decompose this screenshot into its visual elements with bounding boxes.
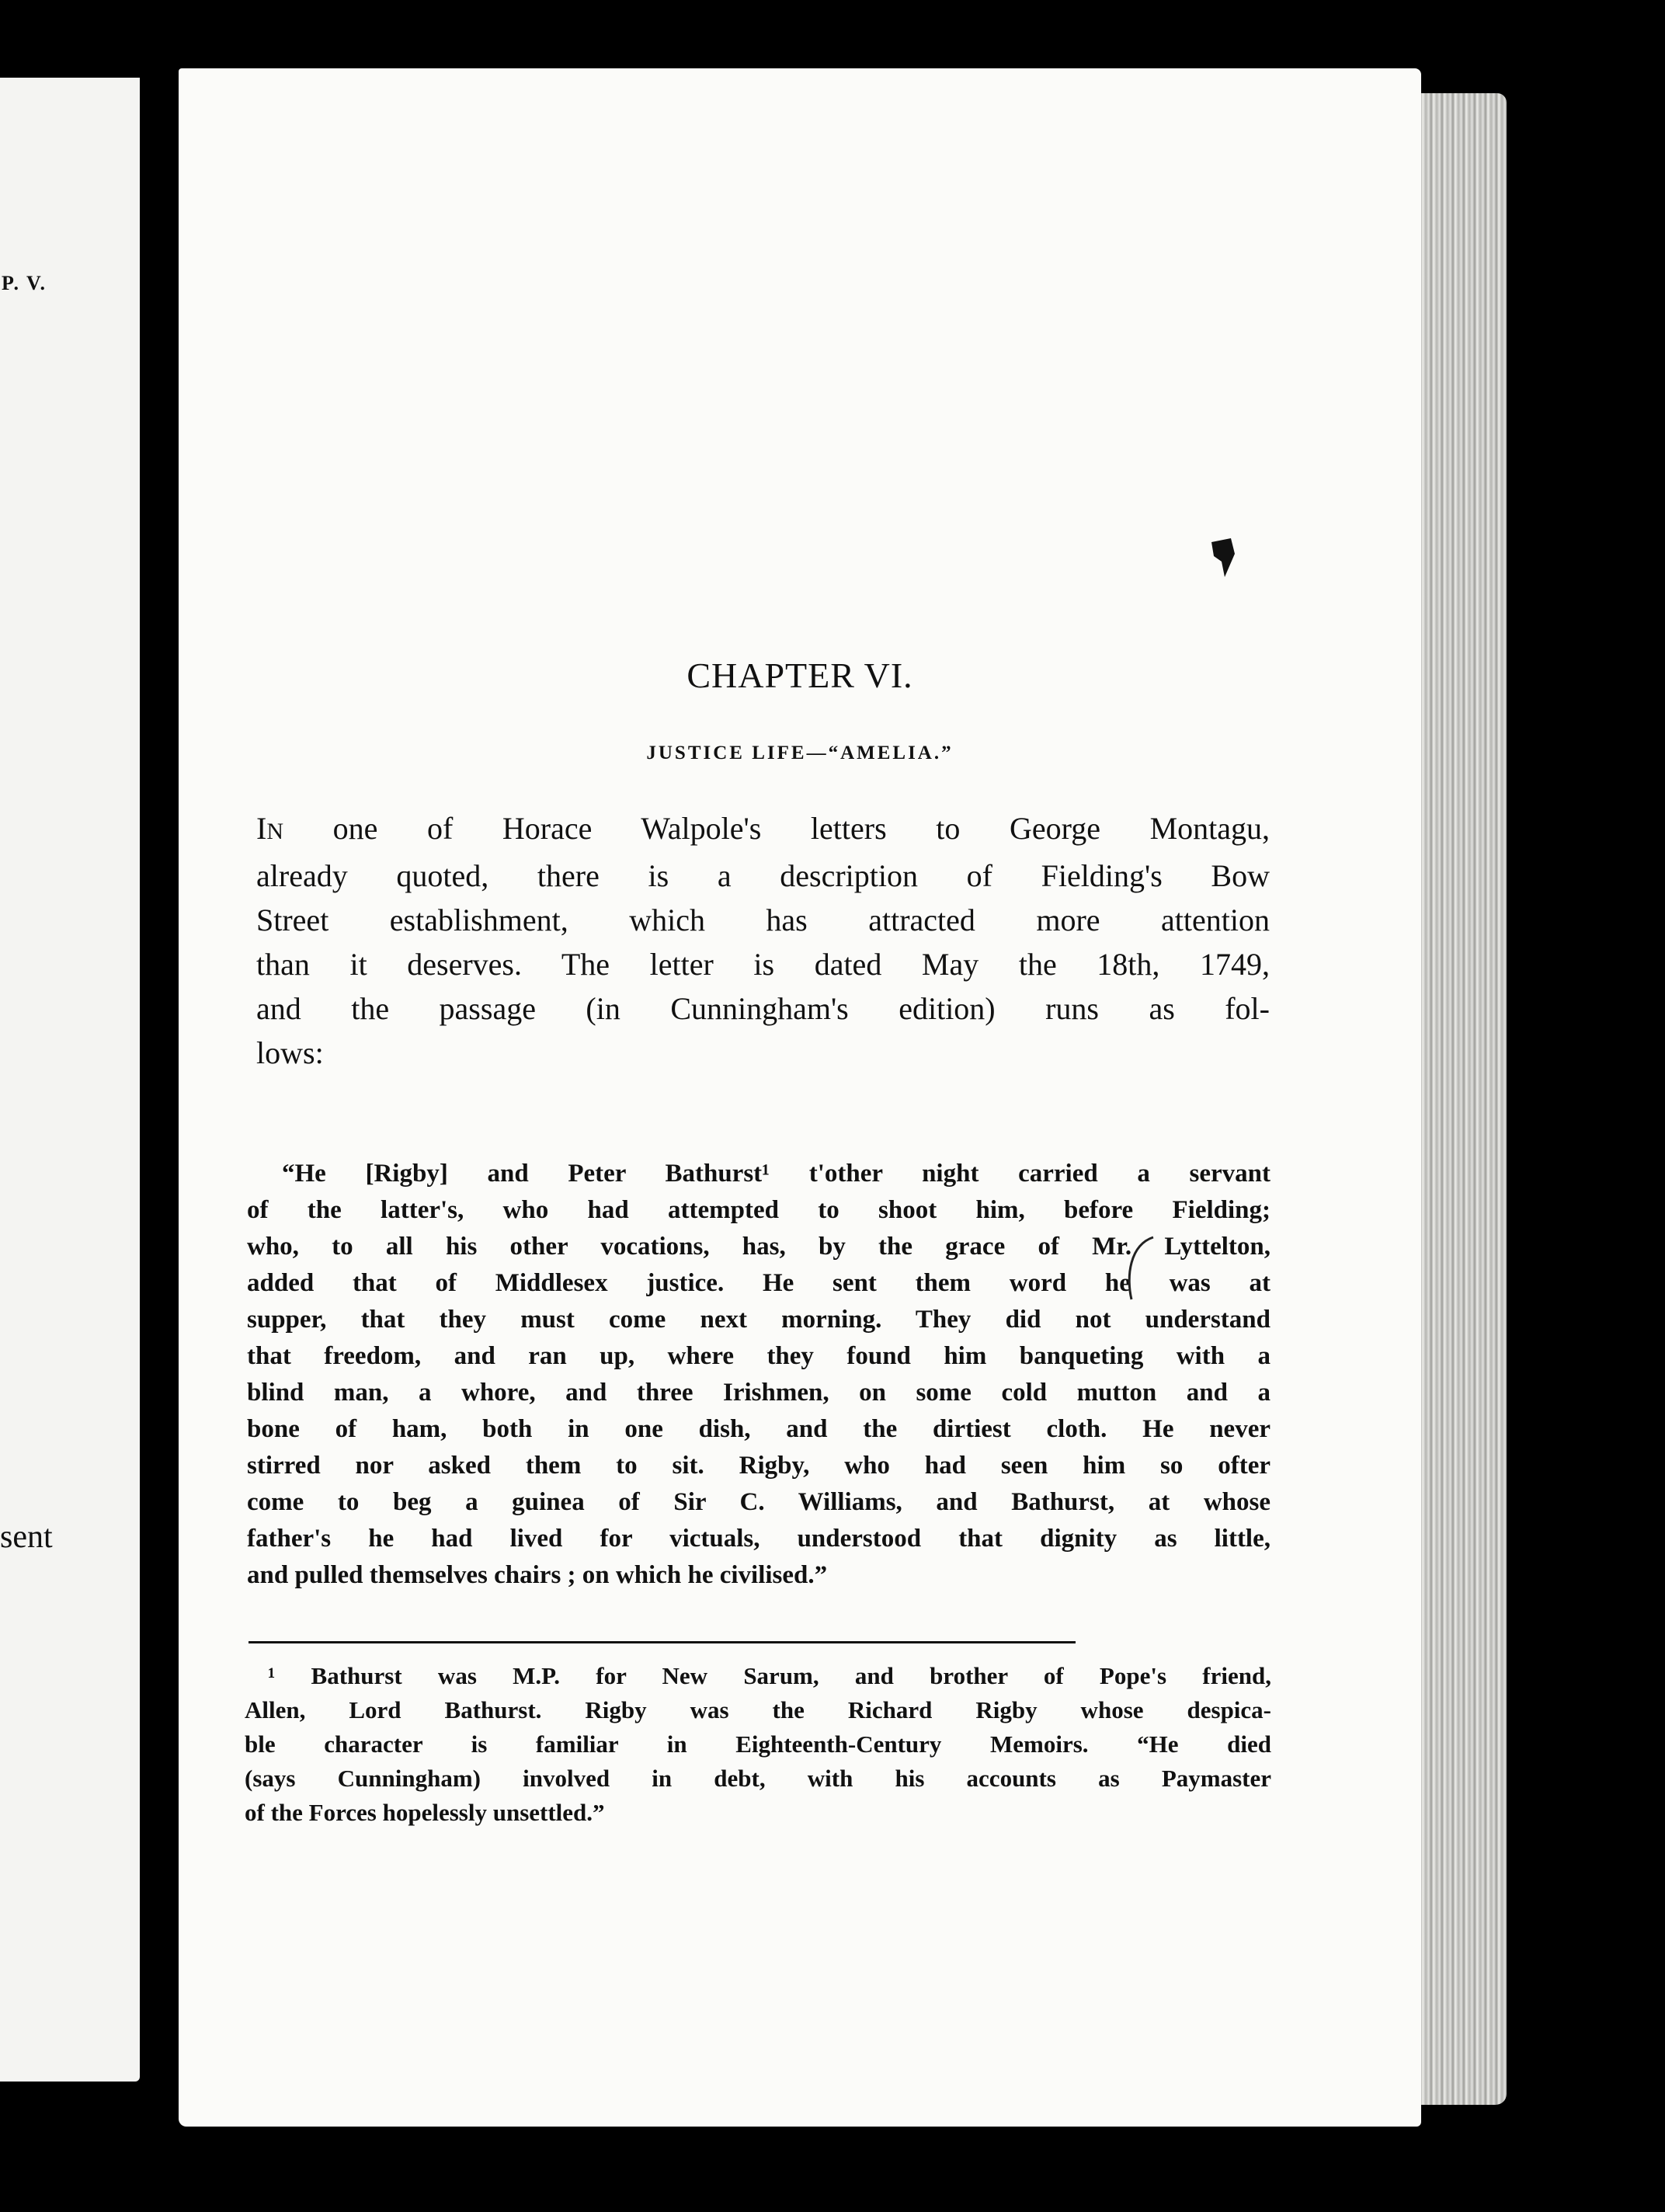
footnote-line: (says Cunningham) involved in debt, with his accounts as Paymaster: [245, 1765, 1271, 1792]
ink-blot-mark: [1208, 534, 1239, 581]
quote-line: father's he had lived for victuals, understood that dignity as little,: [247, 1525, 1270, 1553]
quote-line: come to beg a guinea of Sir C. Williams, and Bathurst, at whose: [247, 1488, 1270, 1516]
chapter-heading: CHAPTER VI.: [687, 656, 913, 695]
chapter-subtitle: JUSTICE LIFE—“AMELIA.”: [646, 743, 954, 763]
quote-line: added that of Middlesex justice. He sent them word he was at: [247, 1269, 1270, 1297]
quote-line: who, to all his other vocations, has, by the grace of Mr. Lyttelton,: [247, 1233, 1270, 1261]
pencil-bracket-mark: [1122, 1233, 1169, 1303]
previous-page-text-fragment: sent: [0, 1519, 53, 1555]
footnote-line: ble character is familiar in Eighteenth-Century Memoirs. “He died: [245, 1730, 1271, 1758]
quote-line: “He [Rigby] and Peter Bathurst¹ t'other night carried a servant: [282, 1160, 1270, 1188]
quote-line: stirred nor asked them to sit. Rigby, who had seen him so ofter: [247, 1452, 1270, 1480]
intro-line: lows:: [256, 1035, 324, 1070]
quote-line: that freedom, and ran up, where they found him banqueting with a: [247, 1342, 1270, 1370]
quote-line: and pulled themselves chairs ; on which he civilised.”: [247, 1561, 828, 1589]
quote-line: blind man, a whore, and three Irishmen, on some cold mutton and a: [247, 1379, 1270, 1407]
footnote-line: Allen, Lord Bathurst. Rigby was the Richard Rigby whose despica-: [245, 1696, 1271, 1723]
footnote: [245, 1659, 1271, 1830]
intro-line: already quoted, there is a description of Fielding's Bow: [256, 858, 1270, 893]
previous-page-running-head: P. V.: [2, 272, 47, 294]
footnote-rule: [249, 1641, 1076, 1643]
book-page: [179, 68, 1421, 2127]
intro-line: IN one of Horace Walpole's letters to George Montagu,: [256, 811, 1270, 846]
quoted-letter: [247, 1156, 1270, 1594]
intro-line: than it deserves. The letter is dated May the 18th, 1749,: [256, 947, 1270, 982]
intro-line: and the passage (in Cunningham's edition) runs as fol-: [256, 991, 1270, 1026]
quote-line: supper, that they must come next morning. They did not understand: [247, 1306, 1270, 1334]
quote-line: of the latter's, who had attempted to shoot him, before Fielding;: [247, 1196, 1270, 1224]
quote-line: bone of ham, both in one dish, and the dirtiest cloth. He never: [247, 1415, 1270, 1443]
footnote-line: of the Forces hopelessly unsettled.”: [245, 1799, 605, 1826]
intro-line: Street establishment, which has attracted more attention: [256, 903, 1270, 937]
intro-paragraph: [256, 806, 1270, 1075]
drop-initial: I: [256, 811, 267, 846]
book-gutter: [140, 78, 179, 2082]
footnote-line: ¹ Bathurst was M.P. for New Sarum, and brother of Pope's friend,: [268, 1662, 1271, 1689]
initial-small-caps: N: [266, 819, 283, 844]
previous-page-fragment: [0, 78, 140, 2082]
